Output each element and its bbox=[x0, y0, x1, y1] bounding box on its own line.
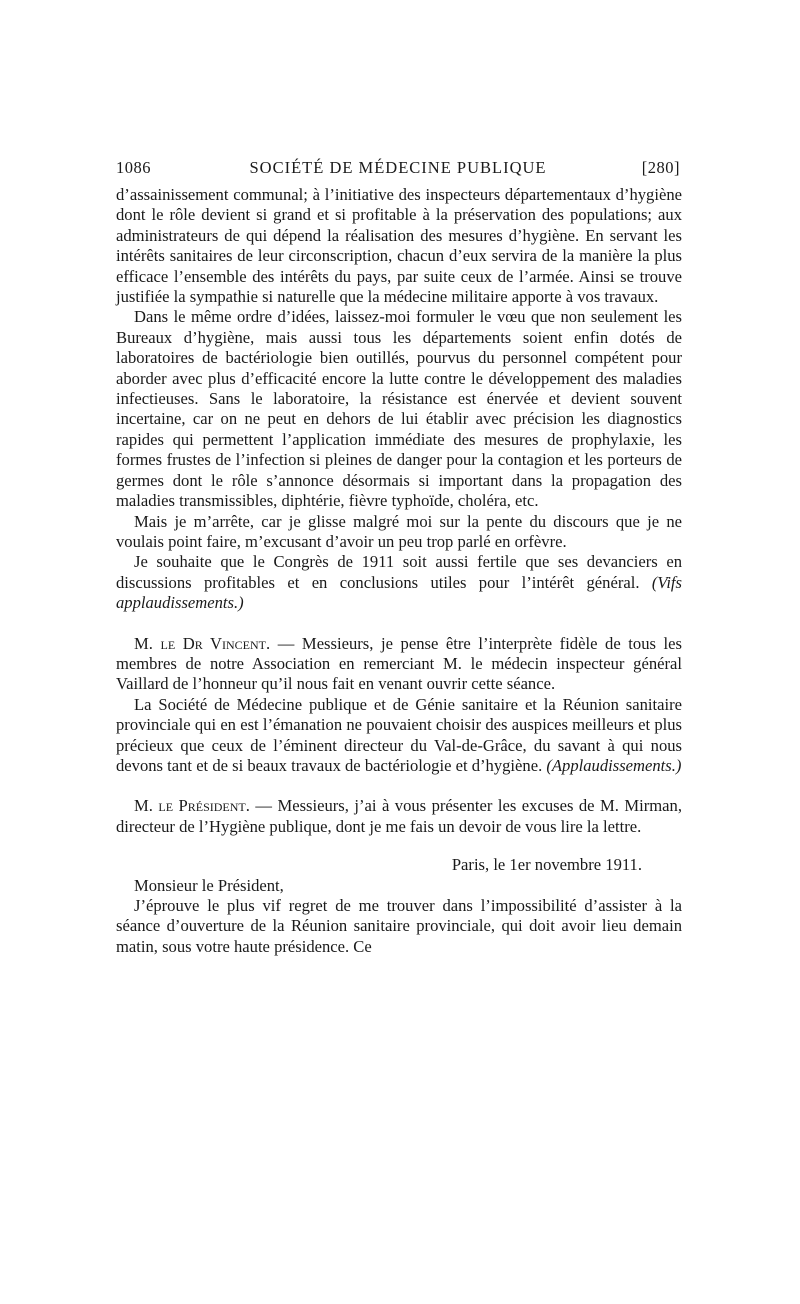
applause-note: (Vifs applaudissements.) bbox=[116, 572, 682, 613]
speech-text: — Messieurs, j’ai à vous présenter les excuses de M. Mirman, directeur de l’Hygiène publique, dont je me fais un devoir de vous lire la lettre. bbox=[116, 796, 682, 836]
paragraph: Dans le même ordre d’idées, laissez-moi formuler le vœu que non seulement les Bureaux d’hygiène, mais aussi tous les départements soient enfin dotés de laboratoires de bactériologie bien outillés, pourvus du personnel compétent pour aborder avec plus d’efficacité encore la lutte contre le développement des maladies infectieuses. Sans le laboratoire, la résistance est énervée et devient souvent incertaine, car on ne peut en dehors de lui établir avec précision les diagnostics rapides qui permettent l’application immédiate des mesures de prophylaxie, les formes frustes de l’infection si pleines de danger pour la contagion et les porteurs de germes dont le rôle s’annonce désormais si important dans la propagation des maladies transmissibles, diphtérie, fièvre typhoïde, choléra, etc. bbox=[116, 307, 682, 511]
letter-date: Paris, le 1er novembre 1911. bbox=[451, 855, 642, 875]
speech-paragraph bbox=[116, 796, 682, 837]
spacer bbox=[116, 614, 682, 634]
paragraph: Mais je m’arrête, car je glisse malgré moi sur la pente du discours que je ne voulais point faire, m’excusant d’avoir un peu trop parlé en orfèvre. bbox=[116, 511, 682, 551]
paragraph-text: Je souhaite que le Congrès de 1911 soit aussi fertile que ses devanciers en discussions profitables et en conclusions utiles pour l’intérêt général. bbox=[116, 552, 682, 592]
page-reference: [280] bbox=[641, 158, 680, 177]
paragraph: d’assainissement communal; à l’initiative des inspecteurs départementaux d’hygiène dont le rôle devient si grand et si profitable à la préservation des populations; aux administrateurs de qui dépend la réalisation des mesures d’hygiène. En servant les intérêts sanitaires de leur circonscription, chacun d’eux servira de la manière la plus efficace l’ensemble des intérêts du pays, par suite ceux de l’armée. Ainsi se trouve justifiée la sympathie si naturelle que la médecine militaire apporte à vos travaux. bbox=[116, 185, 682, 307]
applause-note: (Applaudissements.) bbox=[546, 755, 682, 775]
spacer bbox=[116, 776, 682, 796]
paragraph-text: La Société de Médecine publique et de Génie sanitaire et la Réunion sanitaire provinciale qui en est l’émanation ne pouvaient choisir des auspices meilleurs et plus précieux que ceux de l’éminent directeur du Val-de-Grâce, du savant à qui nous devons tant et de si beaux travaux de bactériologie et d’hygiène. bbox=[116, 694, 682, 775]
body-text bbox=[116, 185, 682, 957]
page-number: 1086 bbox=[116, 158, 151, 177]
letter-paragraph: J’éprouve le plus vif regret de me trouver dans l’impossibilité d’assister à la séance d’ouverture de la Réunion sanitaire provinciale, qui doit avoir lieu demain matin, sous votre haute présidence. Ce bbox=[116, 896, 682, 956]
paragraph bbox=[116, 552, 682, 613]
speech-paragraph bbox=[116, 634, 682, 695]
running-title: SOCIÉTÉ DE MÉDECINE PUBLIQUE bbox=[249, 158, 547, 177]
letter-salutation: Monsieur le Président, bbox=[134, 875, 284, 895]
spacer bbox=[116, 837, 682, 853]
speech-text: — Messieurs, je pense être l’interprète fidèle de tous les membres de notre Association en remerciant M. le médecin inspecteur général Vaillard de l’honneur qu’il nous fait en venant ouvrir cette séance. bbox=[116, 633, 682, 694]
speaker-name: M. le Dr Vincent. bbox=[134, 633, 271, 653]
speaker-name: M. le Président. bbox=[134, 796, 250, 816]
paragraph bbox=[116, 695, 682, 777]
